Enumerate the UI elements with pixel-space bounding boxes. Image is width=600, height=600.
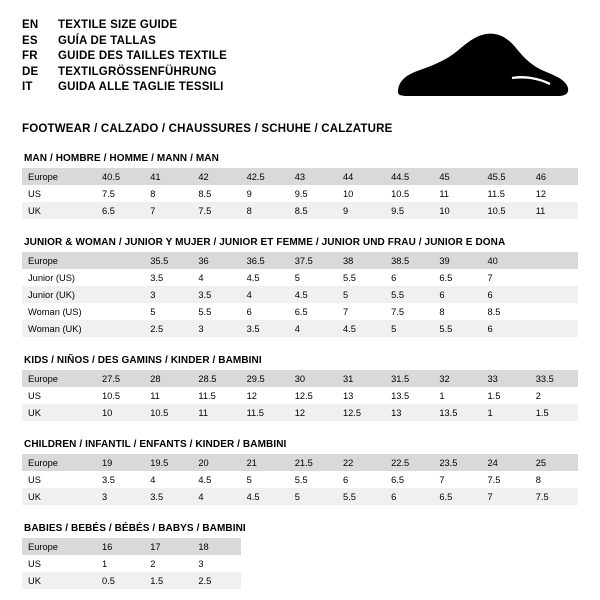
cell: 19	[96, 454, 144, 471]
language-title: TEXTILGRÖSSENFÜHRUNG	[58, 65, 217, 78]
row-label: Europe	[22, 538, 96, 555]
cell: 3.5	[192, 286, 240, 303]
cell: 9	[337, 202, 385, 219]
cell: 11	[192, 404, 240, 421]
cell: 5.5	[337, 269, 385, 286]
cell: 8.5	[192, 185, 240, 202]
cell: 10.5	[385, 185, 433, 202]
row-label: UK	[22, 404, 96, 421]
cell: 10.5	[482, 202, 530, 219]
cell: 21	[241, 454, 289, 471]
table-row	[22, 303, 578, 320]
cell-empty	[337, 538, 385, 555]
cell: 5	[289, 269, 337, 286]
cell: 8.5	[482, 303, 530, 320]
cell: 7	[482, 269, 530, 286]
row-label: Europe	[22, 454, 96, 471]
row-label: Woman (US)	[22, 303, 96, 320]
cell: 7	[144, 202, 192, 219]
section-title: KIDS / NIÑOS / DES GAMINS / KINDER / BAMBINI	[24, 355, 262, 366]
row-label: US	[22, 387, 96, 404]
language-code: FR	[22, 50, 38, 63]
cell: 16	[96, 538, 144, 555]
cell: 8	[144, 185, 192, 202]
cell: 9.5	[289, 185, 337, 202]
cell-empty	[337, 555, 385, 572]
language-title: GUIDA ALLE TAGLIE TESSILI	[58, 81, 224, 94]
language-title: TEXTILE SIZE GUIDE	[58, 19, 178, 31]
cell: 3	[96, 488, 144, 505]
cell: 4.5	[337, 320, 385, 337]
cell: 2.5	[144, 320, 192, 337]
cell	[96, 320, 144, 337]
section-title: CHILDREN / INFANTIL / ENFANTS / KINDER / BAMBINI	[24, 439, 287, 450]
table-row	[22, 168, 578, 185]
cell: 13	[385, 404, 433, 421]
cell: 11.5	[241, 404, 289, 421]
category-title: FOOTWEAR / CALZADO / CHAUSSURES / SCHUHE / CALZATURE	[22, 123, 393, 135]
cell: 42	[192, 168, 240, 185]
cell	[96, 286, 144, 303]
cell: 6.5	[433, 269, 481, 286]
row-label: Europe	[22, 252, 96, 269]
cell: 23.5	[433, 454, 481, 471]
cell: 33	[482, 370, 530, 387]
cell: 5	[241, 471, 289, 488]
table-row	[22, 370, 578, 387]
cell: 45	[433, 168, 481, 185]
section-title: MAN / HOMBRE / HOMME / MANN / MAN	[24, 153, 219, 164]
cell	[530, 252, 578, 269]
cell: 31	[337, 370, 385, 387]
section-children	[22, 439, 578, 505]
row-label: US	[22, 185, 96, 202]
section-title: JUNIOR & WOMAN / JUNIOR Y MUJER / JUNIOR ET FEMME / JUNIOR UND FRAU / JUNIOR E DONA	[24, 237, 506, 248]
cell	[96, 269, 144, 286]
cell-empty	[385, 538, 433, 555]
language-code: DE	[22, 65, 39, 78]
language-code: EN	[22, 19, 39, 31]
cell: 4.5	[241, 488, 289, 505]
cell: 7.5	[96, 185, 144, 202]
row-label: Junior (UK)	[22, 286, 96, 303]
table-row	[22, 252, 578, 269]
cell-empty	[289, 555, 337, 572]
table-row	[22, 269, 578, 286]
cell: 20	[192, 454, 240, 471]
cell: 41	[144, 168, 192, 185]
page-header	[22, 18, 578, 107]
cell: 21.5	[289, 454, 337, 471]
cell: 19.5	[144, 454, 192, 471]
table-row	[22, 320, 578, 337]
cell	[530, 269, 578, 286]
cell: 28	[144, 370, 192, 387]
language-row	[22, 49, 227, 65]
cell: 4.5	[241, 269, 289, 286]
size-table	[22, 538, 578, 589]
section-junior-woman	[22, 237, 578, 337]
cell: 40	[482, 252, 530, 269]
cell: 5.5	[433, 320, 481, 337]
cell: 32	[433, 370, 481, 387]
cell: 6	[241, 303, 289, 320]
cell	[96, 303, 144, 320]
section-man	[22, 153, 578, 219]
cell: 4.5	[289, 286, 337, 303]
language-code: ES	[22, 34, 38, 47]
cell: 3.5	[144, 269, 192, 286]
row-label: UK	[22, 488, 96, 505]
table-row	[22, 286, 578, 303]
cell: 11.5	[482, 185, 530, 202]
row-label: Woman (UK)	[22, 320, 96, 337]
cell-empty	[337, 572, 385, 589]
size-table	[22, 454, 578, 505]
cell: 25	[530, 454, 578, 471]
language-row	[22, 80, 227, 96]
cell: 12	[289, 404, 337, 421]
cell: 3.5	[96, 471, 144, 488]
cell: 45.5	[482, 168, 530, 185]
cell: 10	[433, 202, 481, 219]
cell-empty	[530, 555, 578, 572]
cell: 8	[433, 303, 481, 320]
cell: 6	[385, 488, 433, 505]
cell-empty	[482, 572, 530, 589]
cell: 6.5	[433, 488, 481, 505]
table-row	[22, 185, 578, 202]
cell: 29.5	[241, 370, 289, 387]
cell-empty	[385, 572, 433, 589]
cell: 8	[530, 471, 578, 488]
cell: 9	[241, 185, 289, 202]
cell: 28.5	[192, 370, 240, 387]
cell: 35.5	[144, 252, 192, 269]
cell: 17	[144, 538, 192, 555]
cell: 40.5	[96, 168, 144, 185]
cell: 12	[241, 387, 289, 404]
cell: 3.5	[241, 320, 289, 337]
cell	[96, 252, 144, 269]
cell: 6.5	[385, 471, 433, 488]
cell: 10.5	[96, 387, 144, 404]
cell: 42.5	[241, 168, 289, 185]
language-row	[22, 65, 227, 81]
cell: 37.5	[289, 252, 337, 269]
cell: 12	[530, 185, 578, 202]
cell: 5.5	[385, 286, 433, 303]
cell: 27.5	[96, 370, 144, 387]
cell: 11	[433, 185, 481, 202]
cell: 5	[385, 320, 433, 337]
table-row	[22, 555, 578, 572]
cell: 4	[144, 471, 192, 488]
cell-empty	[241, 572, 289, 589]
cell: 7	[433, 471, 481, 488]
table-row	[22, 488, 578, 505]
size-table	[22, 168, 578, 219]
cell: 7.5	[530, 488, 578, 505]
section-babies	[22, 523, 578, 589]
size-table	[22, 252, 578, 337]
cell: 6.5	[289, 303, 337, 320]
cell: 6	[482, 286, 530, 303]
cell: 1.5	[144, 572, 192, 589]
cell: 5	[289, 488, 337, 505]
cell: 44	[337, 168, 385, 185]
cell: 1	[482, 404, 530, 421]
cell: 3	[144, 286, 192, 303]
row-label: Europe	[22, 370, 96, 387]
section-kids	[22, 355, 578, 421]
table-row	[22, 572, 578, 589]
cell: 6	[337, 471, 385, 488]
cell: 30	[289, 370, 337, 387]
language-code: IT	[22, 81, 33, 94]
cell-empty	[433, 572, 481, 589]
cell: 6.5	[96, 202, 144, 219]
cell: 12.5	[337, 404, 385, 421]
section-title: BABIES / BEBÉS / BÉBÉS / BABYS / BAMBINI	[24, 523, 246, 534]
row-label: UK	[22, 572, 96, 589]
cell: 5	[337, 286, 385, 303]
cell: 31.5	[385, 370, 433, 387]
language-row	[22, 18, 227, 34]
cell: 22	[337, 454, 385, 471]
cell: 8.5	[289, 202, 337, 219]
cell: 3	[192, 320, 240, 337]
cell: 22.5	[385, 454, 433, 471]
cell: 7.5	[482, 471, 530, 488]
size-table	[22, 370, 578, 421]
cell: 13	[337, 387, 385, 404]
cell: 13.5	[433, 404, 481, 421]
cell: 6	[482, 320, 530, 337]
cell-empty	[241, 555, 289, 572]
cell-empty	[530, 572, 578, 589]
cell: 12.5	[289, 387, 337, 404]
table-row	[22, 471, 578, 488]
cell: 13.5	[385, 387, 433, 404]
cell: 2	[530, 387, 578, 404]
cell: 10	[96, 404, 144, 421]
cell: 6	[385, 269, 433, 286]
cell: 1	[433, 387, 481, 404]
cell: 18	[192, 538, 240, 555]
cell: 10	[337, 185, 385, 202]
cell: 39	[433, 252, 481, 269]
table-row	[22, 202, 578, 219]
cell: 44.5	[385, 168, 433, 185]
language-title-list	[22, 18, 227, 96]
cell: 36	[192, 252, 240, 269]
cell: 4	[192, 488, 240, 505]
table-row	[22, 404, 578, 421]
cell	[530, 320, 578, 337]
cell-empty	[241, 538, 289, 555]
language-title: GUIDE DES TAILLES TEXTILE	[58, 50, 227, 63]
cell: 1.5	[530, 404, 578, 421]
cell-empty	[482, 555, 530, 572]
cell: 6	[433, 286, 481, 303]
language-title: GUÍA DE TALLAS	[58, 34, 156, 47]
cell: 11	[144, 387, 192, 404]
cell	[530, 303, 578, 320]
cell-empty	[433, 555, 481, 572]
cell: 5.5	[337, 488, 385, 505]
cell: 4.5	[192, 471, 240, 488]
cell: 7.5	[192, 202, 240, 219]
cell: 4	[289, 320, 337, 337]
cell: 10.5	[144, 404, 192, 421]
cell: 5.5	[192, 303, 240, 320]
cell: 46	[530, 168, 578, 185]
table-row	[22, 538, 578, 555]
cell: 1.5	[482, 387, 530, 404]
cell-empty	[482, 538, 530, 555]
row-label: Europe	[22, 168, 96, 185]
cell: 9.5	[385, 202, 433, 219]
cell: 0.5	[96, 572, 144, 589]
cell: 5.5	[289, 471, 337, 488]
row-label: Junior (US)	[22, 269, 96, 286]
cell-empty	[289, 538, 337, 555]
table-row	[22, 454, 578, 471]
cell: 24	[482, 454, 530, 471]
cell: 11.5	[192, 387, 240, 404]
cell: 38.5	[385, 252, 433, 269]
row-label: UK	[22, 202, 96, 219]
cell: 43	[289, 168, 337, 185]
row-label: US	[22, 471, 96, 488]
cell: 1	[96, 555, 144, 572]
cell: 7	[482, 488, 530, 505]
cell: 7.5	[385, 303, 433, 320]
row-label: US	[22, 555, 96, 572]
cell-empty	[433, 538, 481, 555]
cell: 4	[241, 286, 289, 303]
cell	[530, 286, 578, 303]
cell: 8	[241, 202, 289, 219]
cell: 36.5	[241, 252, 289, 269]
cell: 2.5	[192, 572, 240, 589]
cell-empty	[289, 572, 337, 589]
cell: 38	[337, 252, 385, 269]
cell-empty	[385, 555, 433, 572]
table-row	[22, 387, 578, 404]
cell: 7	[337, 303, 385, 320]
cell: 3.5	[144, 488, 192, 505]
cell: 2	[144, 555, 192, 572]
cell: 11	[530, 202, 578, 219]
cell: 4	[192, 269, 240, 286]
language-row	[22, 34, 227, 50]
dress-shoe-icon	[390, 30, 570, 107]
cell-empty	[530, 538, 578, 555]
cell: 3	[192, 555, 240, 572]
cell: 33.5	[530, 370, 578, 387]
cell: 5	[144, 303, 192, 320]
